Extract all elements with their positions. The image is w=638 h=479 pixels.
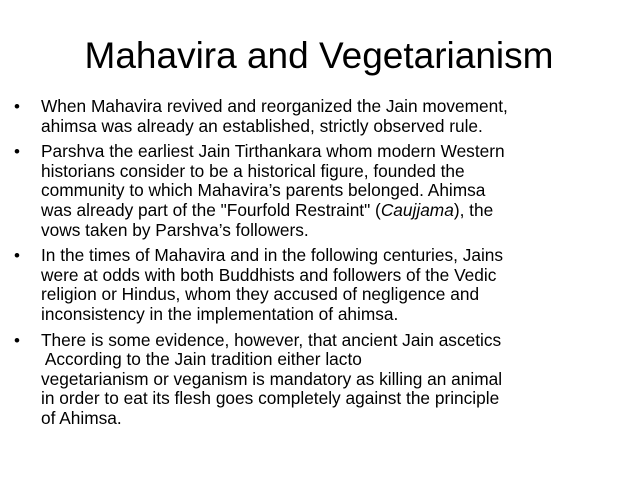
bullet-text: There is some evidence, however, that ancient Jain ascetics [41,329,502,350]
bullet-line [41,285,630,305]
bullet-text: was already part of the "Fourfold Restraint" ( [41,199,381,220]
bullet-text: vegetarianism or veganism is mandatory as killing an animal [41,368,503,389]
bullet-line [41,117,630,137]
slide-title: Mahavira and Vegetarianism [84,35,554,76]
bullet-item [14,142,630,240]
bullet-line [41,142,630,162]
bullet-text: religion or Hindus, whom they accused of negligence and [41,284,480,305]
bullet-line [41,201,630,221]
bullet-text: According to the Jain tradition either lacto [41,349,362,370]
bullet-text: When Mahavira revived and reorganized the Jain movement, [41,96,508,116]
bullet-text-italic: Caujjama [380,199,454,220]
bullet-line [41,305,630,325]
bullet-text: ), the [453,199,494,220]
bullet-text: in order to eat its flesh goes completely against the principle [41,388,500,409]
bullet-icon: • [14,330,20,350]
bullet-line [41,370,630,390]
bullet-icon: • [14,97,20,116]
bullet-line [41,350,630,370]
bullet-line [41,221,630,241]
bullet-text: of Ahimsa. [41,407,122,428]
bullet-text: vows taken by Parshva’s followers. [41,219,309,240]
bullet-line [41,246,630,266]
bullet-line [41,409,630,429]
bullet-line [41,331,630,351]
bullet-list [14,97,630,435]
bullet-icon: • [14,246,20,266]
bullet-line [41,389,630,409]
bullet-line [41,181,630,201]
bullet-line [41,266,630,286]
bullet-text: were at odds with both Buddhists and followers of the Vedic [41,264,497,285]
bullet-text: Parshva the earliest Jain Tirthankara whom modern Western [41,141,505,162]
bullet-text: historians consider to be a historical figure, founded the [41,160,465,181]
bullet-text: In the times of Mahavira and in the following centuries, Jains [41,245,504,266]
bullet-line [41,162,630,182]
bullet-text: community to which Mahavira’s parents belonged. Ahimsa [41,180,486,201]
bullet-text: ahimsa was already an established, strictly observed rule. [41,115,483,136]
bullet-text: inconsistency in the implementation of ahimsa. [41,303,399,324]
bullet-item [14,331,630,429]
bullet-item [14,97,630,136]
bullet-icon: • [14,142,20,162]
bullet-line [41,97,630,117]
bullet-item [14,246,630,324]
